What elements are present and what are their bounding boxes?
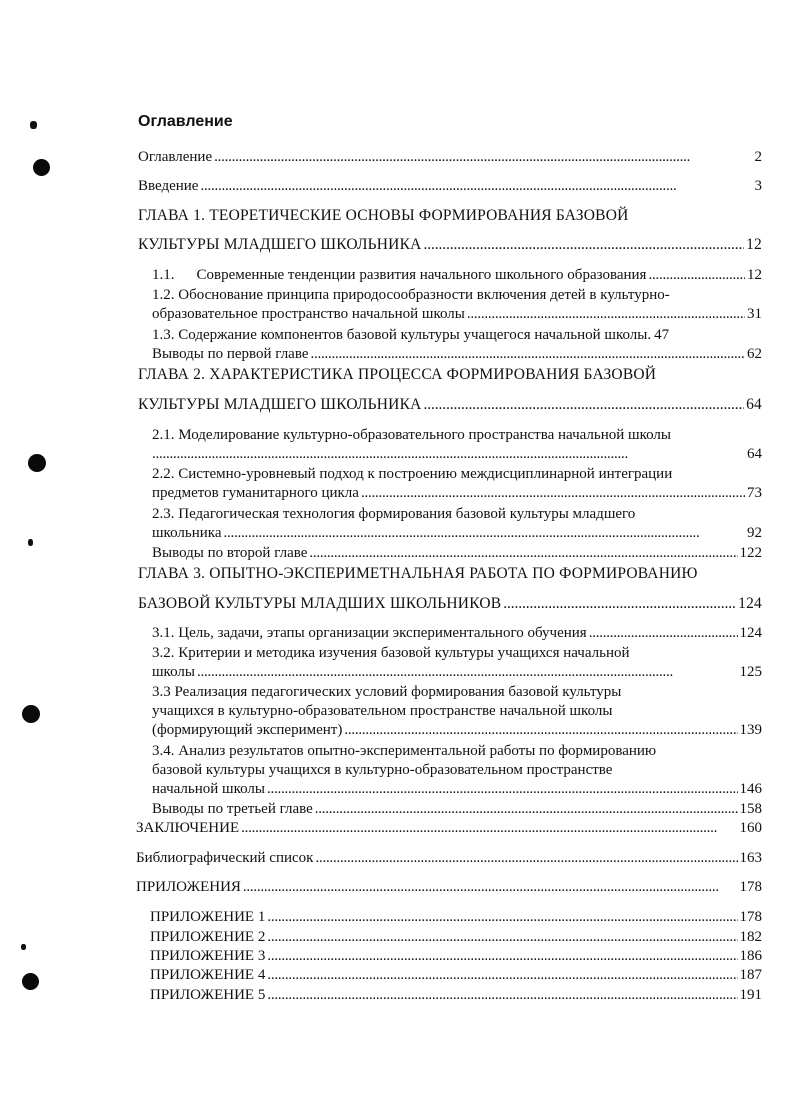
toc-entry-text: предметов гуманитарного цикла xyxy=(152,485,359,501)
toc-page-number: 92 xyxy=(747,525,762,541)
toc-entry-text: Введение xyxy=(138,178,199,194)
toc-entry-conclusions-2[interactable] xyxy=(152,544,762,563)
toc-page-number: 47 xyxy=(654,327,670,343)
toc-entry-text: 3.4. Анализ результатов опытно-экспериментальной работы по формированию xyxy=(152,743,657,759)
page-title: Оглавление xyxy=(138,113,233,130)
toc-entry-chapter-1-cont[interactable] xyxy=(138,235,762,254)
toc-entry-chapter-2-cont[interactable] xyxy=(138,395,762,414)
toc-section-number: 1.1. xyxy=(152,267,175,283)
toc-entry-text: ПРИЛОЖЕНИЕ 3 xyxy=(150,948,266,964)
toc-entry-appendix-2[interactable] xyxy=(150,928,762,947)
scan-speck xyxy=(28,539,33,546)
punch-hole xyxy=(33,159,50,176)
toc-entry-text: базовой культуры учащихся в культурно-образовательном пространстве xyxy=(152,762,613,778)
toc-entry-appendix-1[interactable] xyxy=(150,908,762,927)
scan-speck xyxy=(21,944,26,950)
toc-page-number: 187 xyxy=(739,967,762,983)
toc-page-number: 182 xyxy=(739,929,762,945)
toc-page-number: 139 xyxy=(739,722,762,738)
toc-page-number: 2 xyxy=(754,149,762,165)
toc-entry-text: 2.3. Педагогическая технология формирования базовой культуры младшего xyxy=(152,506,636,522)
toc-entry-bibliography[interactable] xyxy=(136,849,762,868)
toc-entry-text: БАЗОВОЙ КУЛЬТУРЫ МЛАДШИХ ШКОЛЬНИКОВ xyxy=(138,595,502,612)
toc-page-number: 64 xyxy=(746,396,762,413)
toc-entry-conclusions-3[interactable] xyxy=(152,800,762,819)
toc-entry-text: 1.3. Содержание компонентов базовой культуры учащегося начальной школы. xyxy=(152,327,652,343)
toc-entry-text: ГЛАВА 3. ОПЫТНО-ЭКСПЕРИМЕТНАЛЬНАЯ РАБОТА ПО ФОРМИРОВАНИЮ xyxy=(138,565,698,582)
toc-page-number: 124 xyxy=(739,625,762,641)
toc-page-number: 12 xyxy=(746,236,762,253)
toc-entry-text: ПРИЛОЖЕНИЕ 2 xyxy=(150,929,266,945)
toc-entry-text: КУЛЬТУРЫ МЛАДШЕГО ШКОЛЬНИКА xyxy=(138,396,422,413)
toc-entry-section-3-4[interactable] xyxy=(152,742,762,799)
toc-entry-text: 3.3 Реализация педагогических условий формирования базовой культуры xyxy=(152,684,622,700)
toc-entry-section-2-3[interactable] xyxy=(152,505,762,543)
toc-page-number: 146 xyxy=(739,781,762,797)
punch-hole xyxy=(22,705,40,723)
toc-entry-text: (формирующий эксперимент) xyxy=(152,722,343,738)
toc-entry-text: 3.1. Цель, задачи, этапы организации экспериментального обучения xyxy=(152,625,587,641)
toc-entry-conclusion[interactable] xyxy=(136,819,762,838)
toc-entry-text: ПРИЛОЖЕНИЯ xyxy=(136,879,241,895)
toc-entry-text: Библиографический список xyxy=(136,850,314,866)
toc-page-number: 163 xyxy=(739,850,762,866)
toc-entry-appendix-3[interactable] xyxy=(150,947,762,966)
toc-entry-text: ПРИЛОЖЕНИЕ 1 xyxy=(150,909,266,925)
toc-entry-section-3-1[interactable] xyxy=(152,624,762,643)
toc-entry-section-1-3[interactable] xyxy=(152,326,762,345)
toc-entry-text: ГЛАВА 2. ХАРАКТЕРИСТИКА ПРОЦЕССА ФОРМИРОВАНИЯ БАЗОВОЙ xyxy=(138,366,657,383)
toc-page-number: 158 xyxy=(739,801,762,817)
toc-entry-text: Оглавление xyxy=(138,149,213,165)
scan-speck xyxy=(30,121,37,129)
toc-entry-text: 1.2. Обоснование принципа природосообразности включения детей в культурно- xyxy=(152,287,670,303)
toc-entry-appendices[interactable] xyxy=(136,878,762,897)
toc-entry-text: образовательное пространство начальной школы xyxy=(152,306,465,322)
toc-page-number: 12 xyxy=(747,267,762,283)
toc-entry-chapter-1[interactable] xyxy=(138,206,762,225)
toc-entry-appendix-4[interactable] xyxy=(150,966,762,985)
toc-entry-text: КУЛЬТУРЫ МЛАДШЕГО ШКОЛЬНИКА xyxy=(138,236,422,253)
toc-page-number: 64 xyxy=(747,446,762,462)
toc-entry-text: ЗАКЛЮЧЕНИЕ xyxy=(136,820,240,836)
toc-entry-section-1-2[interactable] xyxy=(152,286,762,324)
toc-page-number: 178 xyxy=(739,909,762,925)
toc-page-number: 62 xyxy=(747,346,762,362)
toc-entry-section-3-2[interactable] xyxy=(152,644,762,682)
toc-entry-section-2-2[interactable] xyxy=(152,465,762,503)
toc-entry-text: Современные тенденции развития начального школьного образования xyxy=(196,267,647,283)
toc-page-number: 3 xyxy=(754,178,762,194)
toc-page-number: 122 xyxy=(739,545,762,561)
toc-entry-section-2-1[interactable] xyxy=(152,426,762,464)
toc-entry-appendix-5[interactable] xyxy=(150,986,762,1005)
toc-entry-text: Выводы по второй главе xyxy=(152,545,308,561)
toc-entry-conclusions-1[interactable] xyxy=(152,345,762,364)
toc-entry-section-3-3[interactable] xyxy=(152,683,762,740)
toc-entry-text: 2.2. Системно-уровневый подход к построению междисциплинарной интеграции xyxy=(152,466,673,482)
toc-entry-text: ПРИЛОЖЕНИЕ 5 xyxy=(150,987,266,1003)
toc-entry-text: начальной школы xyxy=(152,781,265,797)
toc-page-number: 31 xyxy=(747,306,762,322)
toc-entry-text: школьника xyxy=(152,525,222,541)
toc-entry-chapter-3-cont[interactable] xyxy=(138,594,762,613)
punch-hole xyxy=(28,454,46,472)
toc-page-number: 73 xyxy=(747,485,762,501)
toc-page-number: 186 xyxy=(739,948,762,964)
toc-page-number: 124 xyxy=(738,595,762,612)
toc-page-number: 125 xyxy=(739,664,762,680)
toc-entry-text: 2.1. Моделирование культурно-образовательного пространства начальной школы xyxy=(152,427,671,443)
toc-entry-text: ПРИЛОЖЕНИЕ 4 xyxy=(150,967,266,983)
toc-entry-text: Выводы по первой главе xyxy=(152,346,309,362)
toc-entry-chapter-2[interactable] xyxy=(138,365,762,384)
toc-entry-text: школы xyxy=(152,664,195,680)
toc-page-number: 191 xyxy=(739,987,762,1003)
toc-entry-text: 3.2. Критерии и методика изучения базовой культуры учащихся начальной xyxy=(152,645,630,661)
toc-entry-text: ГЛАВА 1. ТЕОРЕТИЧЕСКИЕ ОСНОВЫ ФОРМИРОВАНИЯ БАЗОВОЙ xyxy=(138,207,629,224)
toc-page-number: 160 xyxy=(739,820,762,836)
toc-entry-chapter-3[interactable] xyxy=(138,564,762,583)
toc-entry-introduction[interactable] xyxy=(138,177,762,196)
toc-entry-text: учащихся в культурно-образовательном пространстве начальной школы xyxy=(152,703,613,719)
toc-entry-text: Выводы по третьей главе xyxy=(152,801,313,817)
punch-hole xyxy=(22,973,39,990)
toc-entry-contents[interactable] xyxy=(138,148,762,167)
toc-page-number: 178 xyxy=(739,879,762,895)
toc-entry-section-1-1[interactable] xyxy=(152,266,762,285)
